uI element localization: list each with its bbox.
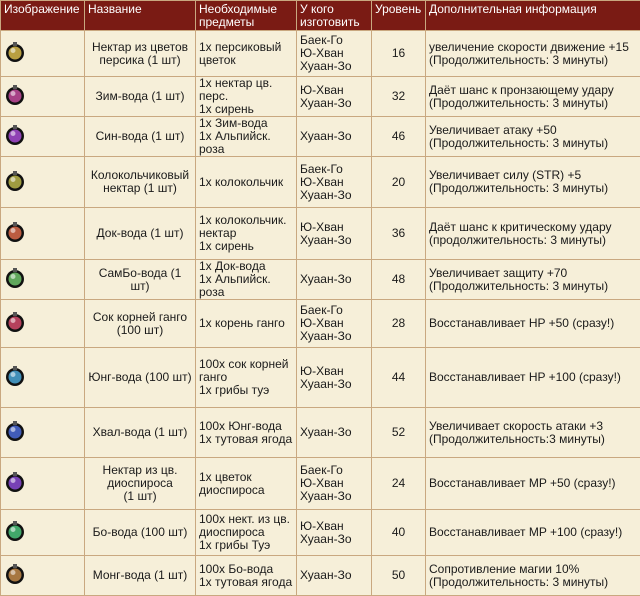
crafter-cell: Баек-Го Ю-Хван Хуаан-Зо (297, 31, 372, 77)
required-items-cell: 1х колокольчик (196, 157, 297, 208)
crafter-cell: Баек-Го Ю-Хван Хуаан-Зо (297, 458, 372, 510)
required-items-cell: 100х нект. из цв. диоспироса 1х грибы Туэ (196, 510, 297, 556)
info-cell: Увеличивает силу (STR) +5 (Продолжительность: 3 минуты) (426, 157, 640, 208)
name-cell: Юнг-вода (100 шт) (85, 348, 196, 408)
name-cell: Док-вода (1 шт) (85, 208, 196, 260)
required-items-cell: 100х сок корней ганго 1х грибы туэ (196, 348, 297, 408)
image-cell (1, 31, 85, 77)
table-row (1, 348, 640, 408)
potion-icon (4, 471, 26, 493)
required-items-cell: 1х Док-вода 1х Альпийск. роза (196, 260, 297, 300)
required-items-cell: 1х цветок диоспироса (196, 458, 297, 510)
name-cell: Син-вода (1 шт) (85, 117, 196, 157)
required-items-cell: 100х Юнг-вода 1х тутовая ягода (196, 408, 297, 458)
table-row (1, 117, 640, 157)
image-cell (1, 208, 85, 260)
potion-icon (4, 124, 26, 146)
name-cell: Бо-вода (100 шт) (85, 510, 196, 556)
required-items-cell: 1х корень ганго (196, 300, 297, 348)
crafter-cell: Хуаан-Зо (297, 556, 372, 596)
required-items-cell: 1х колокольчик. нектар 1х сирень (196, 208, 297, 260)
required-items-cell: 1х Зим-вода 1х Альпийск. роза (196, 117, 297, 157)
potion-icon (4, 520, 26, 542)
info-cell: Восстанавливает MP +100 (сразу!) (426, 510, 640, 556)
info-cell: Восстанавливает MP +50 (сразу!) (426, 458, 640, 510)
potion-icon (4, 563, 26, 585)
image-cell (1, 157, 85, 208)
level-cell: 40 (372, 510, 426, 556)
potion-icon (4, 170, 26, 192)
image-cell (1, 510, 85, 556)
image-cell (1, 348, 85, 408)
info-cell: Сопротивление магии 10% (Продолжительность: 3 минуты) (426, 556, 640, 596)
level-cell: 28 (372, 300, 426, 348)
table-row (1, 458, 640, 510)
table-row (1, 208, 640, 260)
name-cell: СамБо-вода (1 шт) (85, 260, 196, 300)
info-cell: Восстанавливает HP +50 (сразу!) (426, 300, 640, 348)
required-items-cell: 100х Бо-вода 1х тутовая ягода (196, 556, 297, 596)
level-cell: 52 (372, 408, 426, 458)
header-name: Название (85, 1, 196, 31)
image-cell (1, 556, 85, 596)
header-info: Дополнительная информация (426, 1, 640, 31)
info-cell: Увеличивает защиту +70 (Продолжительность: 3 минуты) (426, 260, 640, 300)
info-cell: Даёт шанс к пронзающему удару (Продолжительность: 3 минуты) (426, 77, 640, 117)
table-row (1, 31, 640, 77)
potion-icon (4, 420, 26, 442)
potion-icon (4, 221, 26, 243)
name-cell: Зим-вода (1 шт) (85, 77, 196, 117)
level-cell: 36 (372, 208, 426, 260)
info-cell: Даёт шанс к критическому удару (продолжительность: 3 минуты) (426, 208, 640, 260)
table-row (1, 77, 640, 117)
info-cell: увеличение скорости движение +15 (Продолжительность: 3 минуты) (426, 31, 640, 77)
crafter-cell: Ю-Хван Хуаан-Зо (297, 208, 372, 260)
table-row (1, 408, 640, 458)
table-row (1, 510, 640, 556)
crafter-cell: Хуаан-Зо (297, 260, 372, 300)
crafter-cell: Хуаан-Зо (297, 117, 372, 157)
header-crafter: У кого изготовить (297, 1, 372, 31)
info-cell: Увеличивает атаку +50 (Продолжительность: 3 минуты) (426, 117, 640, 157)
image-cell (1, 300, 85, 348)
crafter-cell: Ю-Хван Хуаан-Зо (297, 348, 372, 408)
potion-icon (4, 365, 26, 387)
crafter-cell: Ю-Хван Хуаан-Зо (297, 510, 372, 556)
crafter-cell: Хуаан-Зо (297, 408, 372, 458)
image-cell (1, 408, 85, 458)
level-cell: 32 (372, 77, 426, 117)
level-cell: 44 (372, 348, 426, 408)
info-cell: Восстанавливает HP +100 (сразу!) (426, 348, 640, 408)
name-cell: Сок корней ганго (100 шт) (85, 300, 196, 348)
table-row (1, 300, 640, 348)
crafter-cell: Баек-Го Ю-Хван Хуаан-Зо (297, 300, 372, 348)
potion-icon (4, 41, 26, 63)
image-cell (1, 77, 85, 117)
name-cell: Колокольчиковый нектар (1 шт) (85, 157, 196, 208)
info-cell: Увеличивает скорость атаки +3 (Продолжительность:3 минуты) (426, 408, 640, 458)
image-cell (1, 117, 85, 157)
level-cell: 20 (372, 157, 426, 208)
header-level: Уровень (372, 1, 426, 31)
level-cell: 16 (372, 31, 426, 77)
level-cell: 50 (372, 556, 426, 596)
table-row (1, 157, 640, 208)
header-image: Изображение (1, 1, 85, 31)
name-cell: Нектар из цветов персика (1 шт) (85, 31, 196, 77)
crafter-cell: Ю-Хван Хуаан-Зо (297, 77, 372, 117)
name-cell: Нектар из цв. диоспироса (1 шт) (85, 458, 196, 510)
image-cell (1, 260, 85, 300)
header-row (1, 1, 640, 31)
header-required-items: Необходимые предметы (196, 1, 297, 31)
table-row (1, 556, 640, 596)
potion-icon (4, 311, 26, 333)
table-row (1, 260, 640, 300)
level-cell: 46 (372, 117, 426, 157)
potion-icon (4, 84, 26, 106)
name-cell: Монг-вода (1 шт) (85, 556, 196, 596)
name-cell: Хвал-вода (1 шт) (85, 408, 196, 458)
required-items-cell: 1х нектар цв. перс. 1х сирень (196, 77, 297, 117)
potion-icon (4, 267, 26, 289)
level-cell: 24 (372, 458, 426, 510)
level-cell: 48 (372, 260, 426, 300)
required-items-cell: 1х персиковый цветок (196, 31, 297, 77)
crafter-cell: Баек-Го Ю-Хван Хуаан-Зо (297, 157, 372, 208)
image-cell (1, 458, 85, 510)
